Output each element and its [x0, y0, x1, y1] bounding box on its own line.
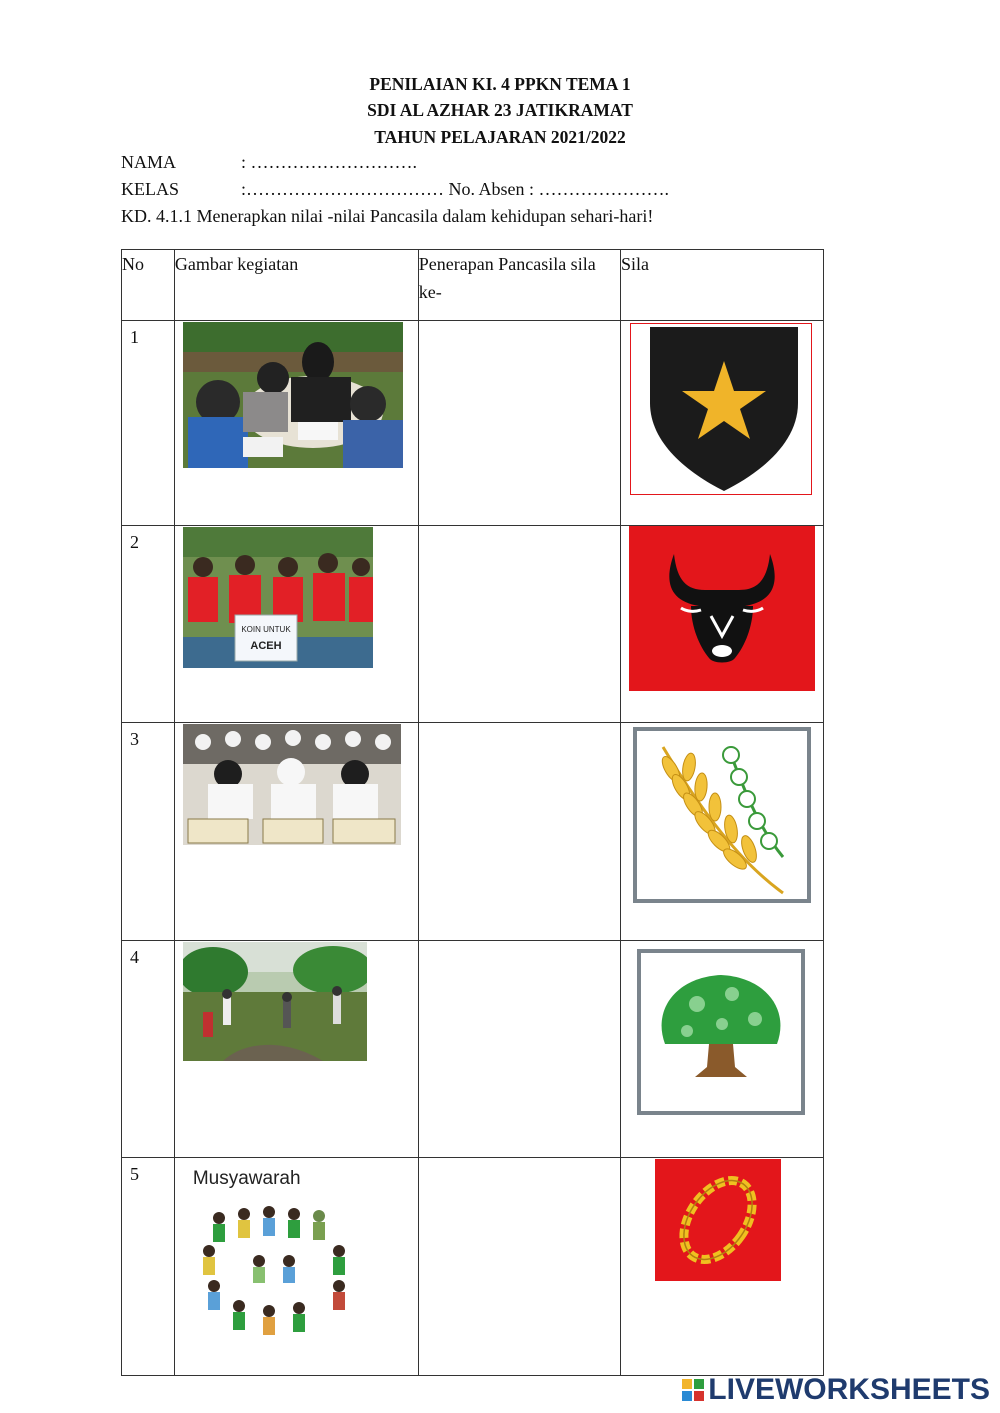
activity-picture-cell: [174, 941, 418, 1158]
sila-symbol-cell: [621, 1158, 824, 1376]
penerapan-answer-cell[interactable]: [418, 941, 620, 1158]
reading-quran-photo: [183, 724, 401, 845]
penerapan-answer-cell[interactable]: [418, 321, 620, 526]
row-number: 1: [122, 321, 175, 526]
row-number: 4: [122, 941, 175, 1158]
koin-box-text-1: KOIN UNTUK: [241, 625, 291, 634]
koin-box-text-2: ACEH: [250, 640, 282, 652]
col-header-penerapan: Penerapan Pancasila sila ke-: [418, 250, 620, 321]
activity-picture-cell: [174, 723, 418, 941]
worksheet-table: [121, 249, 824, 1376]
table-header-row: [122, 250, 824, 321]
col-header-sila: Sila: [621, 250, 824, 321]
table-row: [122, 1158, 824, 1376]
nama-label: NAMA: [121, 152, 177, 172]
illustration-title: Musyawarah: [192, 1168, 301, 1189]
penerapan-answer-cell[interactable]: [418, 526, 620, 723]
col-header-no: No: [122, 250, 175, 321]
bull-head-icon: [629, 526, 815, 691]
sila-symbol-cell: [621, 941, 824, 1158]
penerapan-answer-cell[interactable]: [418, 1158, 620, 1376]
nama-row: [121, 152, 417, 173]
sila-symbol-cell: [621, 526, 824, 723]
star-shield-icon: [630, 323, 812, 495]
sila-symbol-cell: [621, 723, 824, 941]
activity-picture-cell: [174, 321, 418, 526]
row-number: 5: [122, 1158, 175, 1376]
banyan-tree-icon: [637, 949, 805, 1115]
kelas-row: [121, 179, 669, 200]
kd-instruction: KD. 4.1.1 Menerapkan nilai -nilai Pancasila dalam kehidupan sehari-hari!: [121, 206, 654, 226]
title-line-1: PENILAIAN KI. 4 PPKN TEMA 1: [369, 74, 631, 94]
students-studying-photo: [183, 322, 403, 468]
sila-symbol-cell: [621, 321, 824, 526]
kelas-absen-field[interactable]: :…………………………… No. Absen : ………………….: [241, 179, 670, 199]
title-line-2: SDI AL AZHAR 23 JATIKRAMAT: [367, 100, 633, 120]
table-row: [122, 526, 824, 723]
row-number: 3: [122, 723, 175, 941]
brand-text: LIVEWORKSHEETS: [708, 1373, 990, 1406]
nama-field[interactable]: : ……………………….: [241, 152, 418, 172]
community-cleanup-photo: [183, 942, 367, 1061]
chain-icon: [655, 1159, 781, 1281]
penerapan-answer-cell[interactable]: [418, 723, 620, 941]
activity-picture-cell: [174, 1158, 418, 1376]
col-header-gambar: Gambar kegiatan: [174, 250, 418, 321]
koin-untuk-aceh-photo: [183, 527, 373, 668]
kelas-label: KELAS: [121, 179, 179, 199]
activity-picture-cell: [174, 526, 418, 723]
row-number: 2: [122, 526, 175, 723]
table-row: [122, 941, 824, 1158]
liveworksheets-logo: [682, 1373, 990, 1407]
table-row: [122, 321, 824, 526]
musyawarah-illustration: [189, 1166, 369, 1341]
liveworksheets-mark-icon: [682, 1379, 704, 1401]
title-line-3: TAHUN PELAJARAN 2021/2022: [374, 127, 626, 147]
table-row: [122, 723, 824, 941]
rice-cotton-icon: [633, 727, 811, 903]
